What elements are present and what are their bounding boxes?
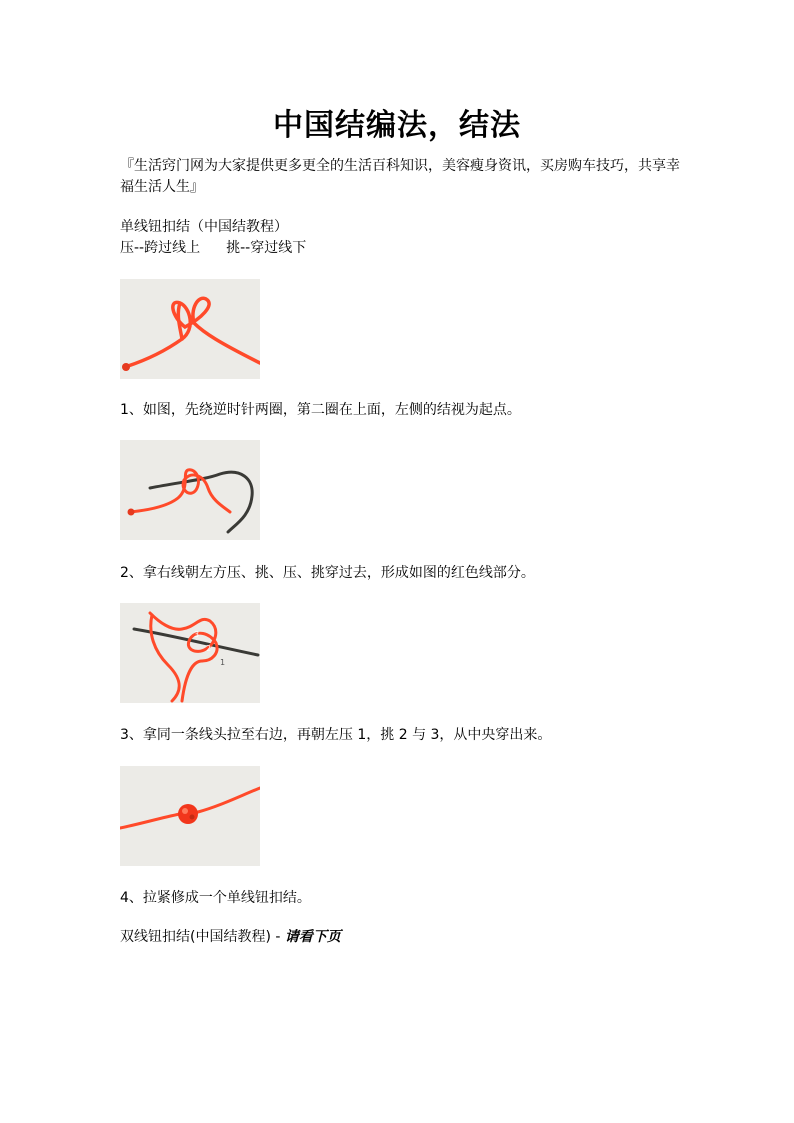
intro-paragraph: 『生活窍门网为大家提供更多更全的生活百科知识，美容瘦身资讯，买房购车技巧，共享幸福生活人生』 bbox=[120, 158, 680, 195]
step-4-caption: 4、拉紧修成一个单线钮扣结。 bbox=[120, 890, 311, 906]
next-page-line bbox=[120, 927, 341, 948]
step-2-caption: 2、拿右线朝左方压、挑、压、挑穿过去，形成如图的红色线部分。 bbox=[120, 565, 535, 581]
cord-mark-3: 3 bbox=[194, 630, 200, 639]
cord-mark-1: 1 bbox=[220, 658, 226, 667]
next-prefix: 双线钮扣结(中国结教程) - bbox=[120, 929, 285, 945]
step-3-caption: 3、拿同一条线头拉至右边，再朝左压 1，挑 2 与 3，从中央穿出来。 bbox=[120, 727, 552, 743]
section-heading: 单线钮扣结（中国结教程） bbox=[120, 219, 288, 235]
step-1-photo bbox=[120, 279, 260, 379]
step-3-photo bbox=[120, 603, 260, 703]
legend-press: 压--跨过线上 bbox=[120, 240, 201, 256]
step-4-photo bbox=[120, 766, 260, 866]
legend-line bbox=[120, 238, 306, 259]
cord-mark-2: 2 bbox=[206, 644, 212, 653]
page-title: 中国结编法，结法 bbox=[273, 108, 521, 143]
legend-pick: 挑--穿过线下 bbox=[226, 240, 307, 256]
step-1-caption: 1、如图，先绕逆时针两圈，第二圈在上面，左侧的结视为起点。 bbox=[120, 402, 521, 418]
step-2-photo bbox=[120, 440, 260, 540]
next-page-link[interactable]: 请看下页 bbox=[284, 929, 341, 945]
